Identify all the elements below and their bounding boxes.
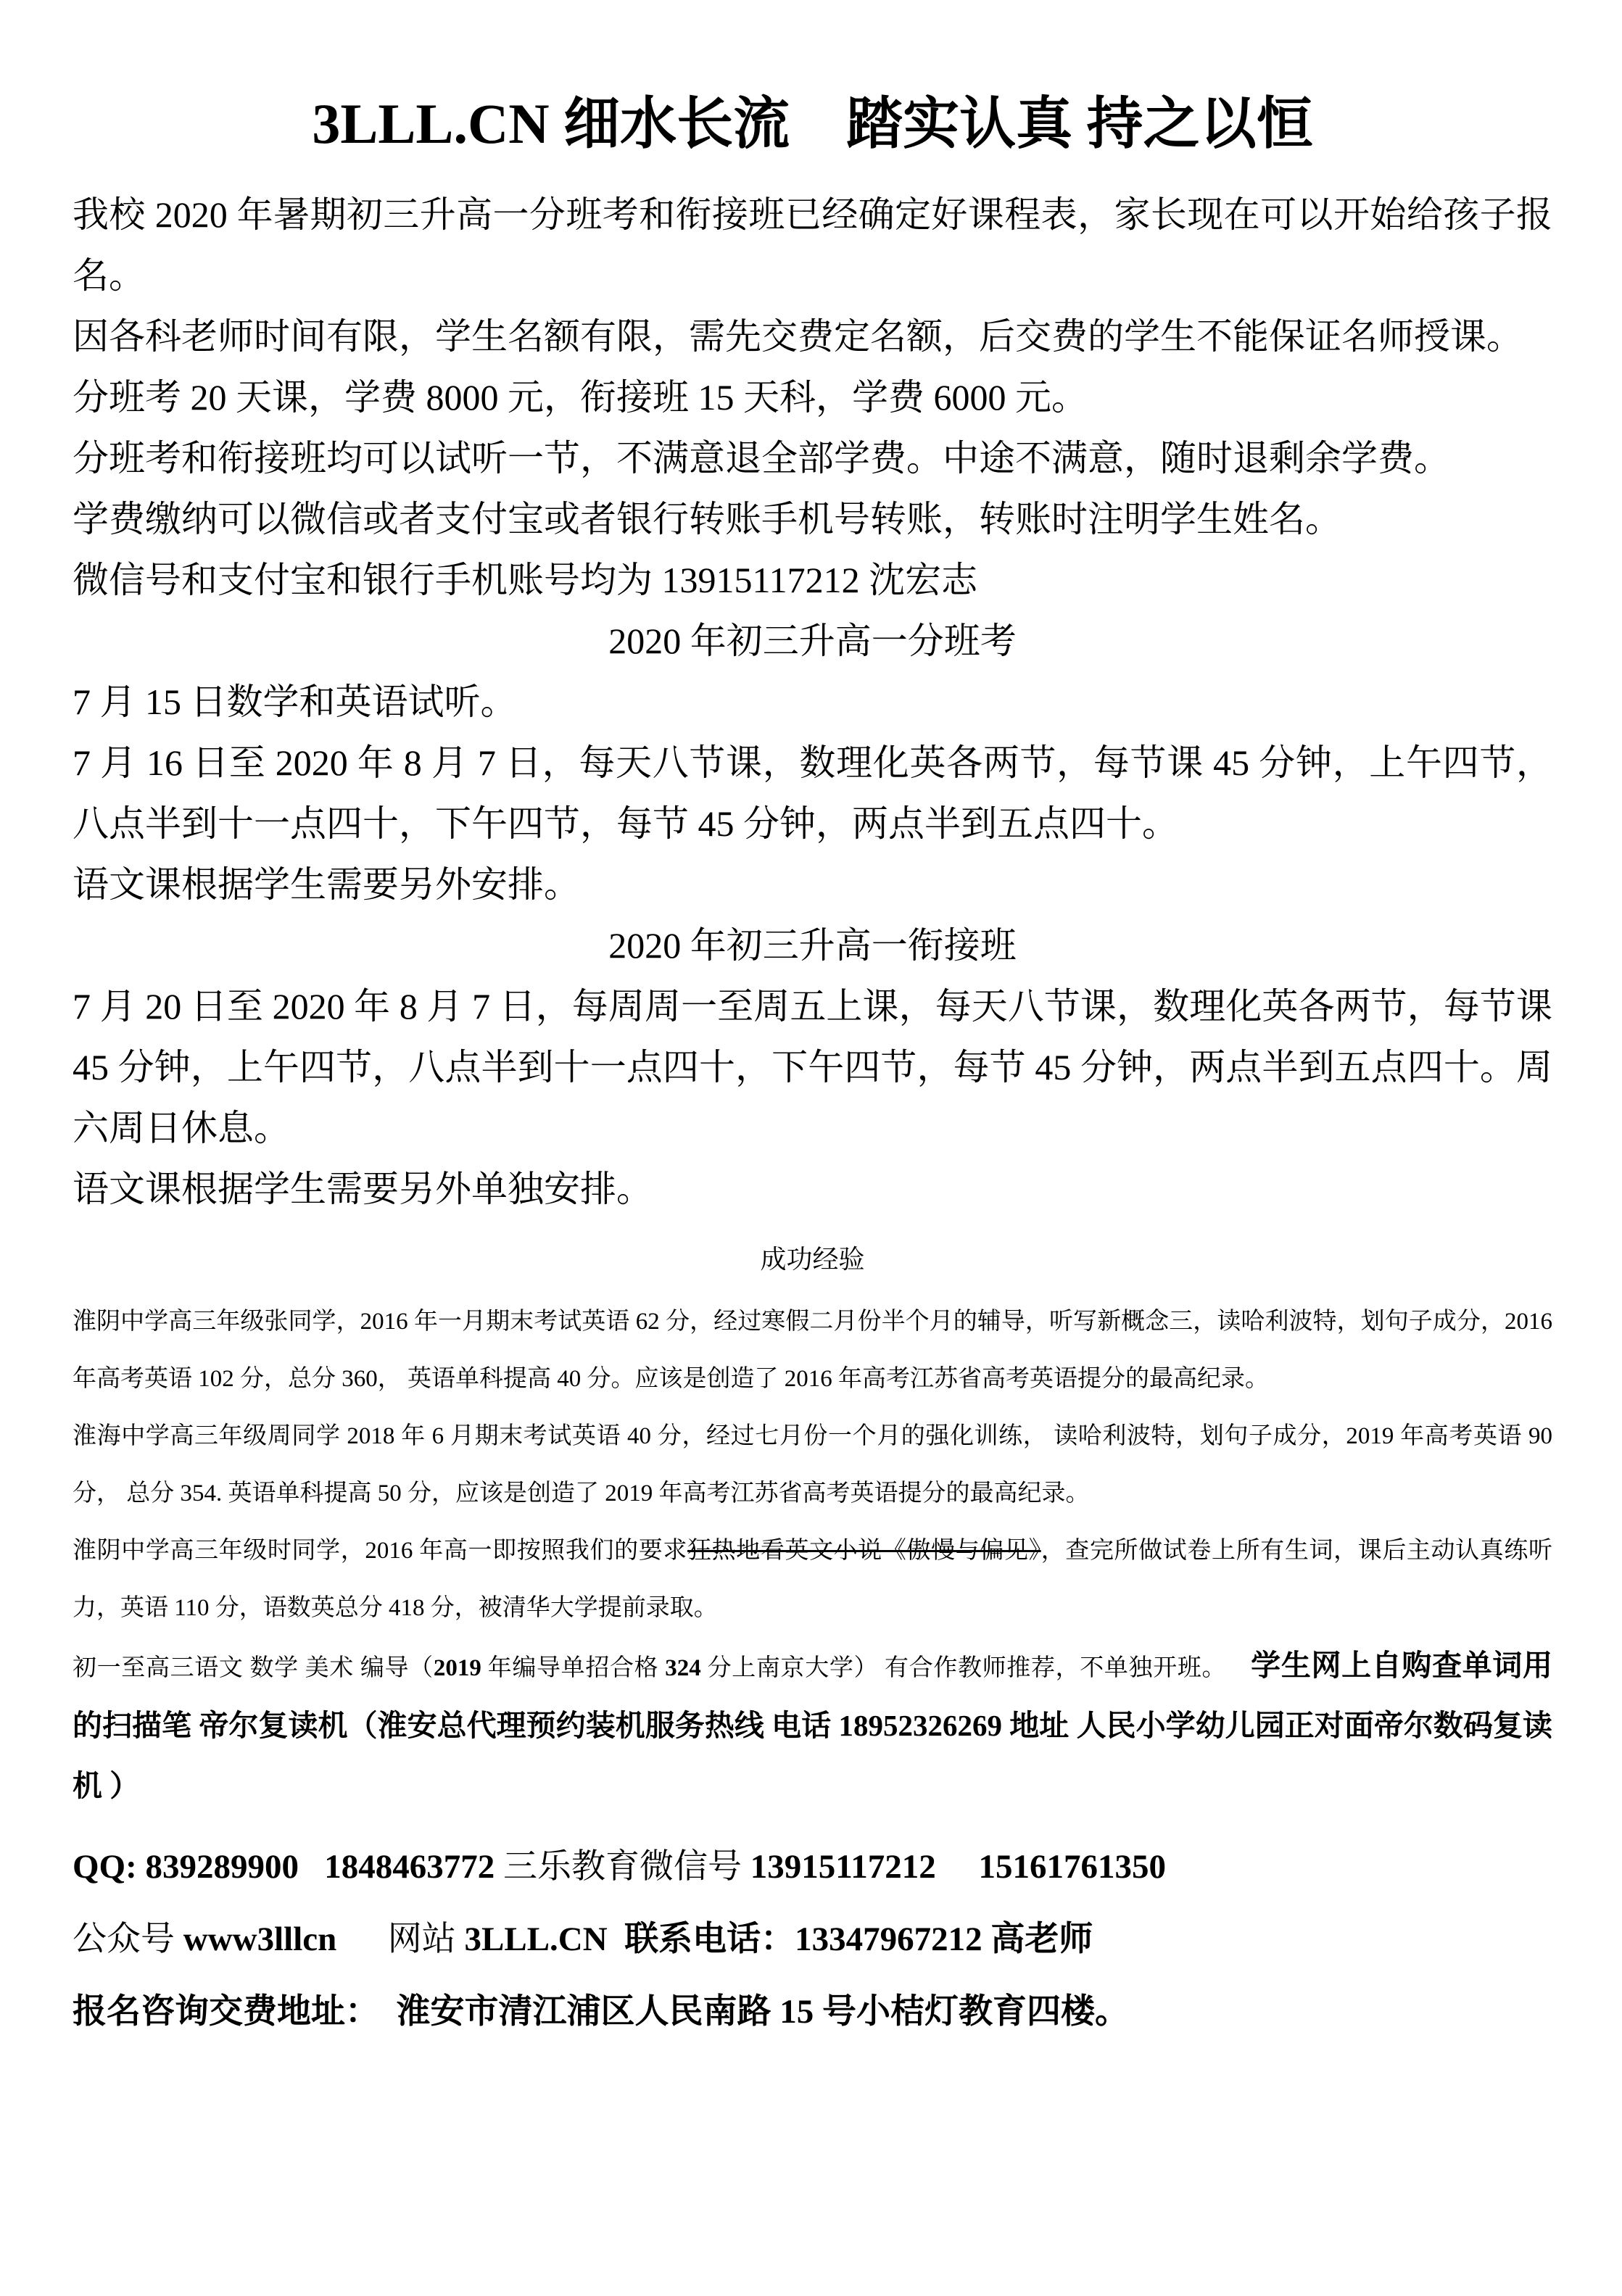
page-title: 3LLL.CN 细水长流 踏实认真 持之以恒 bbox=[312, 92, 1313, 155]
wechat-label: 三乐教育微信号 bbox=[495, 1848, 750, 1886]
courses-year-number: 2019 bbox=[433, 1655, 481, 1682]
success-story-2: 淮海中学高三年级周同学 2018 年 6 月期末考试英语 40 分，经过七月份一个月的强化训练， 读哈利波特，划句子成分，2019 年高考英语 90 分， 总分 354. 英语单科提高 50 分，应该是创造了 2019 年高考江苏省高考英语提分的最高纪录。 bbox=[73, 1423, 1559, 1507]
wechat-numbers: 13915117212 15161761350 bbox=[750, 1848, 1166, 1886]
courses-and-devices-line bbox=[73, 1637, 1552, 1818]
courses-mid-text: 年编导单招合格 bbox=[481, 1655, 666, 1682]
intro-paragraph-6: 微信号和支付宝和银行手机账号均为 13915117212 沈宏志 bbox=[73, 559, 978, 600]
intro-paragraph-5: 学费缴纳可以微信或者支付宝或者银行转账手机号转账，转账时注明学生姓名。 bbox=[73, 498, 1341, 539]
qq-numbers: QQ: 839289900 1848463772 bbox=[73, 1848, 495, 1886]
intro-paragraph-3: 分班考 20 天课，学费 8000 元，衔接班 15 天科，学费 6000 元。 bbox=[73, 376, 1088, 418]
accounts-line bbox=[73, 1903, 1552, 1976]
placement-exam-paragraph-2: 7 月 16 日至 2020 年 8 月 7 日，每天八节课，数理化英各两节，每节课 45 分钟，上午四节，八点半到十一点四十，下午四节，每节 45 分钟，两点半到五点四十。 bbox=[73, 742, 1552, 844]
success-story-3 bbox=[73, 1522, 1552, 1637]
success-stories-heading: 成功经验 bbox=[760, 1244, 865, 1274]
bridging-class-paragraph-1: 7 月 20 日至 2020 年 8 月 7 日，每周周一至周五上课，每天八节课，数理化英各两节，每节课 45 分钟，上午四节，八点半到十一点四十，下午四节，每节 45 分钟，两点半到五点四十。周六周日休息。 bbox=[73, 985, 1552, 1148]
placement-exam-paragraph-3: 语文课根据学生需要另外安排。 bbox=[73, 863, 580, 905]
registration-address-line: 报名咨询交费地址： 淮安市清江浦区人民南路 15 号小桔灯教育四楼。 bbox=[73, 1993, 1129, 2031]
placement-exam-paragraph-1: 7 月 15 日数学和英语试听。 bbox=[73, 681, 517, 722]
bridging-class-heading: 2020 年初三升高一衔接班 bbox=[608, 924, 1017, 966]
courses-end-text: 分上南京大学） 有合作教师推荐，不单独开班。 bbox=[700, 1655, 1227, 1682]
courses-score-number: 324 bbox=[665, 1655, 701, 1682]
bridging-class-paragraph-2: 语文课根据学生需要另外单独安排。 bbox=[73, 1168, 653, 1209]
success-story-1: 淮阴中学高三年级张同学，2016 年一月期末考试英语 62 分，经过寒假二月份半个月的辅导，听写新概念三，读哈利波特，划句子成分，2016 年高考英语 102 分，总分 360， 英语单科提高 40 分。应该是创造了 2016 年高考江苏省高考英语提分的最高纪录。 bbox=[73, 1309, 1559, 1393]
success-stories-block bbox=[73, 1293, 1559, 1818]
courses-list-text: 初一至高三语文 数学 美术 编导（ bbox=[73, 1655, 434, 1682]
intro-paragraph-4: 分班考和衔接班均可以试听一节，不满意退全部学费。中途不满意，随时退剩余学费。 bbox=[73, 437, 1450, 478]
contact-phone: 联系电话：13347967212 高老师 bbox=[607, 1920, 1093, 1959]
website-label: 网站 bbox=[336, 1920, 465, 1959]
website-domain: 3LLL.CN bbox=[464, 1920, 608, 1959]
placement-exam-heading: 2020 年初三升高一分班考 bbox=[608, 620, 1017, 661]
contact-block bbox=[73, 1831, 1552, 2048]
qq-wechat-line bbox=[73, 1831, 1552, 1903]
official-account-label: 公众号 bbox=[73, 1920, 183, 1959]
intro-paragraph-1: 我校 2020 年暑期初三升高一分班考和衔接班已经确定好课程表，家长现在可以开始给孩子报名。 bbox=[73, 194, 1552, 296]
intro-paragraph-2: 因各科老师时间有限，学生名额有限，需先交费定名额，后交费的学生不能保证名师授课。 bbox=[73, 315, 1523, 357]
success-story-3-strikethrough-text: 狂热地看英文小说《傲慢与偏见》 bbox=[687, 1538, 1041, 1564]
official-account-id: www3lllcn bbox=[183, 1920, 337, 1959]
success-story-3-rest: ，查完所做试卷上所有生词，课后主动认真练听力，英语 110 分，语数英总分 418 分，被清华大学提前录取。 bbox=[73, 1538, 1553, 1622]
scanner-pen-notice: 学生网上自购查单词用的扫描笔 帝尔复读机（淮安总代理预约装机服务热线 电话 18952326269 地址 人民小学幼儿园正对面帝尔数码复读机 ） bbox=[73, 1649, 1553, 1803]
success-story-3-lead: 淮阴中学高三年级时同学，2016 年高一即按照我们的要求 bbox=[73, 1538, 687, 1564]
